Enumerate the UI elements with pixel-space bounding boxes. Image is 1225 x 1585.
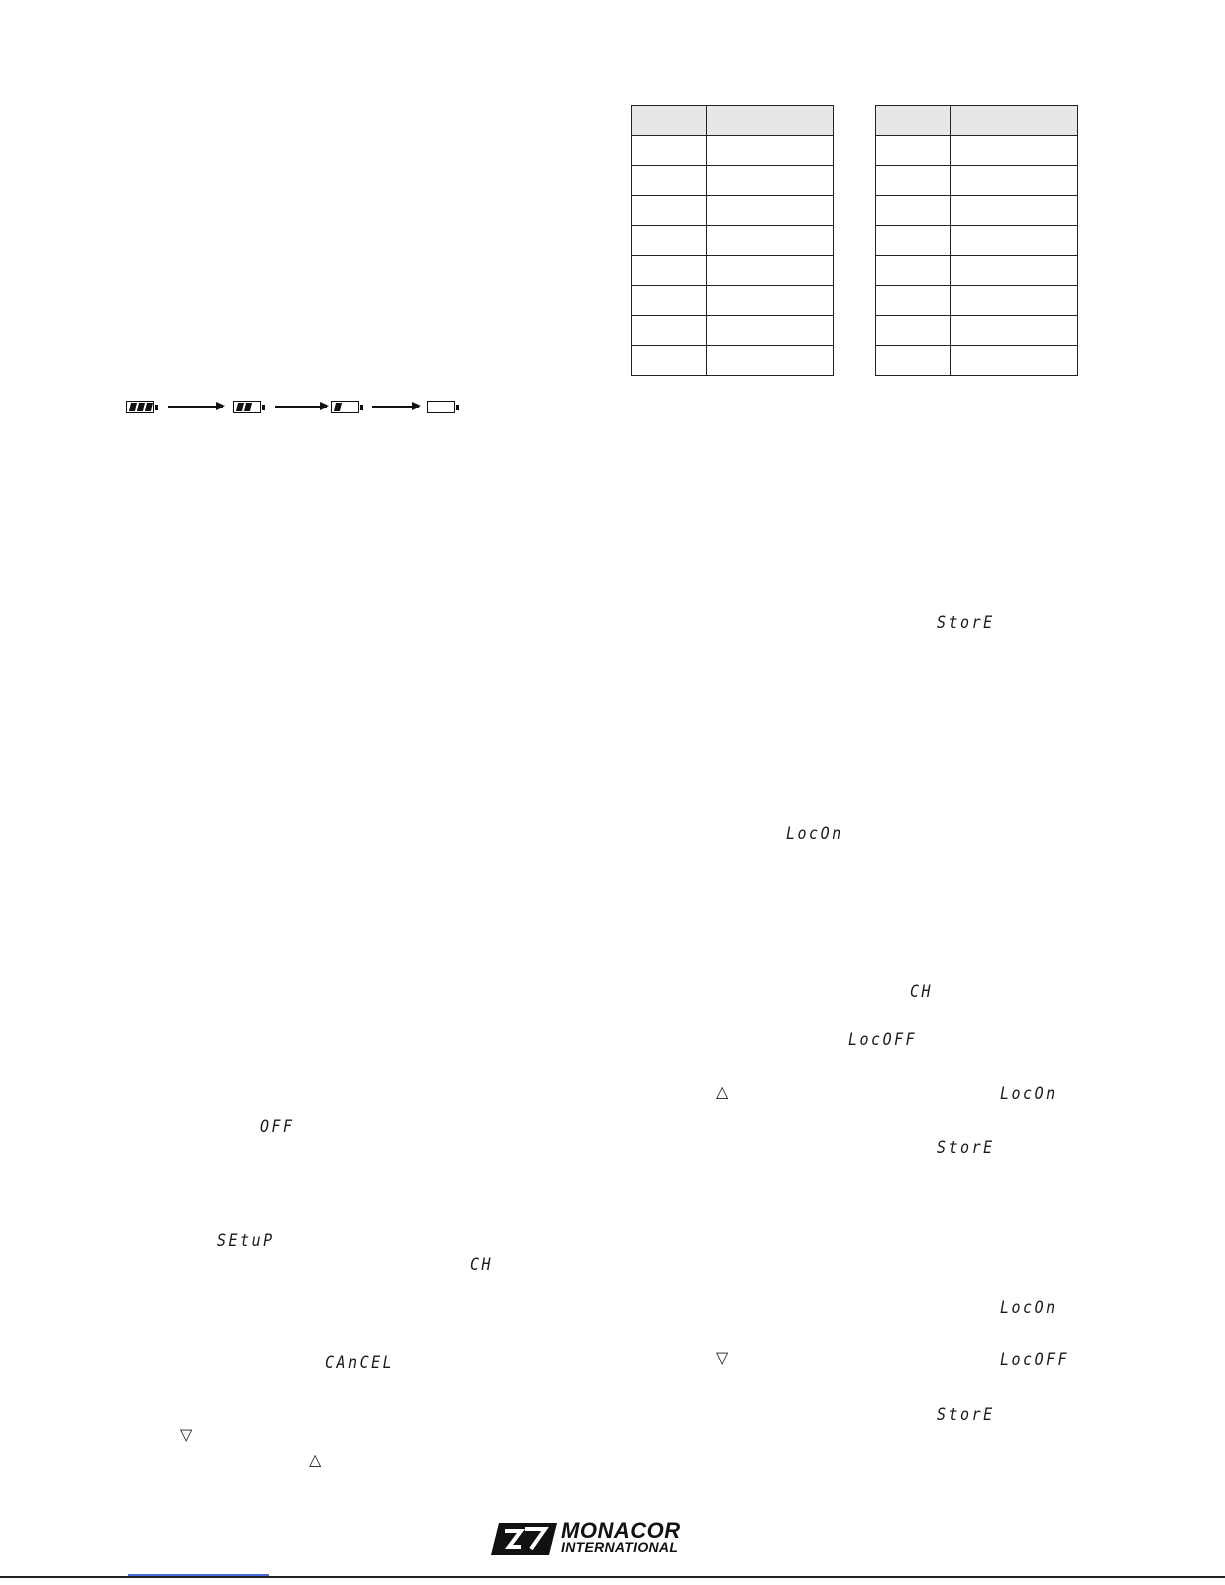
page-bottom-rule <box>0 1576 1225 1578</box>
battery-one-third-icon <box>331 401 359 413</box>
display-store: StorE <box>937 1136 995 1158</box>
display-locoff: LocOFF <box>848 1028 918 1050</box>
display-store: StorE <box>937 1403 995 1425</box>
battery-two-thirds-icon <box>233 401 261 413</box>
display-off: OFF <box>260 1115 295 1137</box>
frequency-table-right <box>875 105 1078 376</box>
frequency-table-left <box>631 105 834 376</box>
monacor-mark-icon <box>491 1523 557 1555</box>
display-store: StorE <box>937 611 995 633</box>
down-arrow-icon: ▽ <box>180 1425 193 1444</box>
display-cancel: CAnCEL <box>325 1351 395 1373</box>
arrow-right-icon <box>275 406 327 408</box>
display-ch: CH <box>470 1253 494 1275</box>
arrow-right-icon <box>372 406 419 408</box>
logo-sub-text: INTERNATIONAL <box>561 1539 679 1555</box>
display-ch: CH <box>910 980 934 1002</box>
up-arrow-icon: △ <box>716 1082 729 1101</box>
up-arrow-icon: △ <box>309 1450 322 1469</box>
display-locon: LocOn <box>1000 1296 1058 1318</box>
arrow-right-icon <box>168 406 223 408</box>
down-arrow-icon: ▽ <box>716 1348 729 1367</box>
display-locon: LocOn <box>786 822 844 844</box>
battery-full-icon <box>126 401 154 413</box>
monacor-logo <box>491 1518 691 1559</box>
display-locon: LocOn <box>1000 1082 1058 1104</box>
display-setup: SEtuP <box>217 1229 275 1251</box>
logo-brand-text: MONACOR <box>561 1518 681 1543</box>
display-locoff: LocOFF <box>1000 1348 1070 1370</box>
battery-empty-icon <box>427 401 455 413</box>
